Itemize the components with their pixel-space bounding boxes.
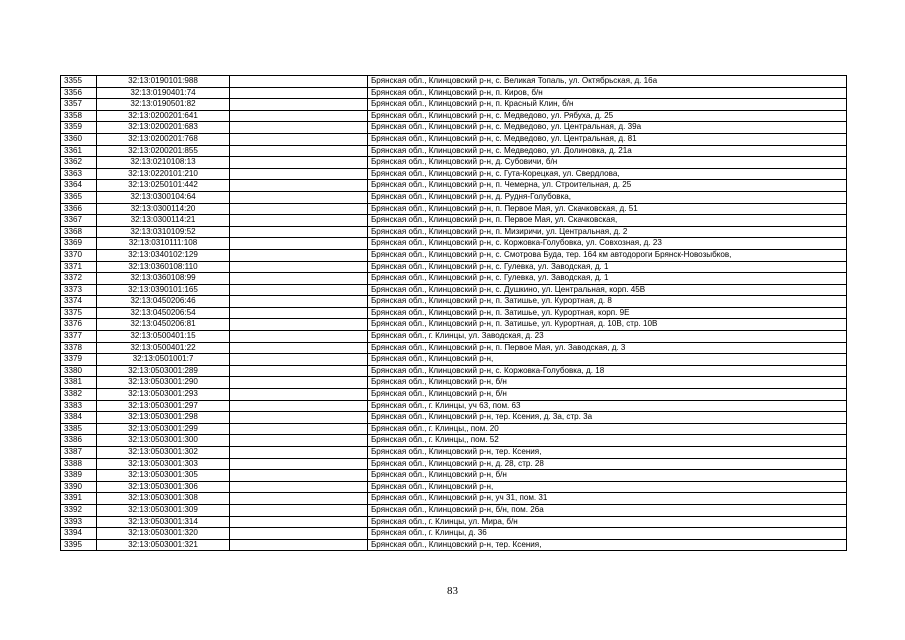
row-number-cell: 3371 [61,261,97,273]
table-row [61,273,847,285]
cadastral-number-cell: 32:13:0503001:305 [97,470,230,482]
address-cell: Брянская обл., Клинцовский р-н, б/н [368,389,847,401]
empty-cell [230,319,368,331]
cadastral-number-cell: 32:13:0390101:165 [97,284,230,296]
empty-cell [230,99,368,111]
empty-cell [230,481,368,493]
empty-cell [230,226,368,238]
table-row [61,307,847,319]
address-cell: Брянская обл., г. Клинцы, д. 36 [368,528,847,540]
address-cell: Брянская обл., Клинцовский р-н, с. Коржовка-Голубовка, ул. Совхозная, д. 23 [368,238,847,250]
cadastral-number-cell: 32:13:0250101:442 [97,180,230,192]
address-cell: Брянская обл., Клинцовский р-н, тер. Ксения, д. 3а, стр. 3а [368,412,847,424]
address-cell: Брянская обл., Клинцовский р-н, б/н [368,377,847,389]
cadastral-number-cell: 32:13:0220101:210 [97,168,230,180]
empty-cell [230,191,368,203]
empty-cell [230,354,368,366]
cadastral-number-cell: 32:13:0210108:13 [97,157,230,169]
table-row [61,481,847,493]
table-row [61,133,847,145]
table-row [61,215,847,227]
row-number-cell: 3377 [61,331,97,343]
address-cell: Брянская обл., г. Клинцы, ул. Заводская, д. 23 [368,331,847,343]
cadastral-number-cell: 32:13:0190101:988 [97,76,230,88]
table-row [61,203,847,215]
cadastral-number-cell: 32:13:0503001:298 [97,412,230,424]
table-row [61,400,847,412]
address-cell: Брянская обл., Клинцовский р-н, п. Красный Клин, б/н [368,99,847,111]
cadastral-number-cell: 32:13:0501001:7 [97,354,230,366]
cadastral-number-cell: 32:13:0200201:641 [97,110,230,122]
cadastral-number-cell: 32:13:0503001:303 [97,458,230,470]
cadastral-number-cell: 32:13:0310109:52 [97,226,230,238]
cadastral-number-cell: 32:13:0300104:64 [97,191,230,203]
empty-cell [230,447,368,459]
table-row [61,412,847,424]
empty-cell [230,458,368,470]
table-row [61,389,847,401]
address-cell: Брянская обл., Клинцовский р-н, с. Медведово, ул. Рябуха, д. 25 [368,110,847,122]
table-row [61,504,847,516]
row-number-cell: 3372 [61,273,97,285]
table-row [61,423,847,435]
address-cell: Брянская обл., Клинцовский р-н, тер. Ксения, [368,447,847,459]
table-row [61,516,847,528]
row-number-cell: 3388 [61,458,97,470]
row-number-cell: 3373 [61,284,97,296]
address-cell: Брянская обл., Клинцовский р-н, п. Мизиричи, ул. Центральная, д. 2 [368,226,847,238]
address-cell: Брянская обл., Клинцовский р-н, п. Затишье, ул. Курортная, д. 10В, стр. 10В [368,319,847,331]
cadastral-number-cell: 32:13:0200201:855 [97,145,230,157]
table-row [61,528,847,540]
table-row [61,493,847,505]
address-cell: Брянская обл., Клинцовский р-н, д. 28, стр. 28 [368,458,847,470]
empty-cell [230,493,368,505]
address-cell: Брянская обл., Клинцовский р-н, п. Киров, б/н [368,87,847,99]
table-row [61,539,847,551]
address-cell: Брянская обл., Клинцовский р-н, п. Затишье, ул. Курортная, д. 8 [368,296,847,308]
empty-cell [230,87,368,99]
table-row [61,180,847,192]
empty-cell [230,261,368,273]
empty-cell [230,377,368,389]
empty-cell [230,331,368,343]
cadastral-number-cell: 32:13:0300114:21 [97,215,230,227]
empty-cell [230,238,368,250]
table-row [61,284,847,296]
address-cell: Брянская обл., Клинцовский р-н, д. Рудня-Голубовка, [368,191,847,203]
table-row [61,145,847,157]
empty-cell [230,389,368,401]
table-row [61,342,847,354]
empty-cell [230,296,368,308]
row-number-cell: 3375 [61,307,97,319]
empty-cell [230,342,368,354]
address-cell: Брянская обл., Клинцовский р-н, [368,481,847,493]
cadastral-number-cell: 32:13:0503001:290 [97,377,230,389]
empty-cell [230,284,368,296]
empty-cell [230,249,368,261]
row-number-cell: 3385 [61,423,97,435]
table-row [61,470,847,482]
cadastral-number-cell: 32:13:0450206:46 [97,296,230,308]
row-number-cell: 3359 [61,122,97,134]
cadastral-number-cell: 32:13:0503001:299 [97,423,230,435]
empty-cell [230,412,368,424]
row-number-cell: 3355 [61,76,97,88]
address-cell: Брянская обл., г. Клинцы,, пом. 20 [368,423,847,435]
cadastral-number-cell: 32:13:0503001:300 [97,435,230,447]
address-cell: Брянская обл., г. Клинцы, ул. Мира, б/н [368,516,847,528]
empty-cell [230,539,368,551]
row-number-cell: 3387 [61,447,97,459]
cadastral-number-cell: 32:13:0500401:15 [97,331,230,343]
property-register-table [60,75,847,551]
row-number-cell: 3381 [61,377,97,389]
table-row [61,87,847,99]
cadastral-number-cell: 32:13:0310111:108 [97,238,230,250]
table-row [61,261,847,273]
empty-cell [230,76,368,88]
cadastral-number-cell: 32:13:0450206:81 [97,319,230,331]
table-row [61,157,847,169]
address-cell: Брянская обл., г. Клинцы,, пом. 52 [368,435,847,447]
row-number-cell: 3361 [61,145,97,157]
cadastral-number-cell: 32:13:0200201:683 [97,122,230,134]
cadastral-number-cell: 32:13:0503001:293 [97,389,230,401]
empty-cell [230,110,368,122]
row-number-cell: 3376 [61,319,97,331]
row-number-cell: 3386 [61,435,97,447]
table-row [61,435,847,447]
address-cell: Брянская обл., Клинцовский р-н, с. Гулевка, ул. Заводская, д. 1 [368,261,847,273]
row-number-cell: 3384 [61,412,97,424]
row-number-cell: 3364 [61,180,97,192]
cadastral-number-cell: 32:13:0503001:320 [97,528,230,540]
cadastral-number-cell: 32:13:0503001:308 [97,493,230,505]
row-number-cell: 3358 [61,110,97,122]
row-number-cell: 3360 [61,133,97,145]
cadastral-number-cell: 32:13:0190401:74 [97,87,230,99]
cadastral-number-cell: 32:13:0360108:110 [97,261,230,273]
cadastral-number-cell: 32:13:0200201:768 [97,133,230,145]
cadastral-number-cell: 32:13:0503001:302 [97,447,230,459]
empty-cell [230,203,368,215]
row-number-cell: 3393 [61,516,97,528]
row-number-cell: 3395 [61,539,97,551]
row-number-cell: 3380 [61,365,97,377]
cadastral-number-cell: 32:13:0503001:306 [97,481,230,493]
cadastral-number-cell: 32:13:0503001:309 [97,504,230,516]
table-row [61,331,847,343]
address-cell: Брянская обл., Клинцовский р-н, тер. Ксения, [368,539,847,551]
address-cell: Брянская обл., Клинцовский р-н, с. Гулевка, ул. Заводская, д. 1 [368,273,847,285]
row-number-cell: 3382 [61,389,97,401]
table-row [61,296,847,308]
table-row [61,249,847,261]
cadastral-number-cell: 32:13:0340102:129 [97,249,230,261]
row-number-cell: 3370 [61,249,97,261]
page-number: 83 [447,585,458,597]
register-table-body [61,76,847,551]
address-cell: Брянская обл., Клинцовский р-н, с. Великая Топаль, ул. Октябрьская, д. 16а [368,76,847,88]
empty-cell [230,133,368,145]
table-row [61,238,847,250]
address-cell: Брянская обл., Клинцовский р-н, с. Душкино, ул. Центральная, корп. 45В [368,284,847,296]
row-number-cell: 3362 [61,157,97,169]
cadastral-number-cell: 32:13:0503001:297 [97,400,230,412]
address-cell: Брянская обл., Клинцовский р-н, [368,354,847,366]
row-number-cell: 3374 [61,296,97,308]
cadastral-number-cell: 32:13:0190501:82 [97,99,230,111]
table-row [61,110,847,122]
row-number-cell: 3379 [61,354,97,366]
empty-cell [230,365,368,377]
row-number-cell: 3392 [61,504,97,516]
table-row [61,122,847,134]
empty-cell [230,400,368,412]
cadastral-number-cell: 32:13:0503001:314 [97,516,230,528]
empty-cell [230,180,368,192]
row-number-cell: 3383 [61,400,97,412]
table-row [61,447,847,459]
address-cell: Брянская обл., Клинцовский р-н, с. Медведово, ул. Долиновка, д. 21а [368,145,847,157]
address-cell: Брянская обл., Клинцовский р-н, с. Медведово, ул. Центральная, д. 81 [368,133,847,145]
cadastral-number-cell: 32:13:0300114:20 [97,203,230,215]
row-number-cell: 3357 [61,99,97,111]
row-number-cell: 3366 [61,203,97,215]
row-number-cell: 3365 [61,191,97,203]
address-cell: Брянская обл., Клинцовский р-н, с. Смотрова Буда, тер. 164 км автодороги Брянск-Новозыбков, [368,249,847,261]
table-row [61,226,847,238]
empty-cell [230,168,368,180]
row-number-cell: 3356 [61,87,97,99]
empty-cell [230,504,368,516]
cadastral-number-cell: 32:13:0360108:99 [97,273,230,285]
cadastral-number-cell: 32:13:0503001:289 [97,365,230,377]
address-cell: Брянская обл., Клинцовский р-н, д. Субовичи, б/н [368,157,847,169]
empty-cell [230,145,368,157]
empty-cell [230,307,368,319]
empty-cell [230,435,368,447]
row-number-cell: 3391 [61,493,97,505]
row-number-cell: 3394 [61,528,97,540]
row-number-cell: 3390 [61,481,97,493]
empty-cell [230,470,368,482]
empty-cell [230,273,368,285]
address-cell: Брянская обл., Клинцовский р-н, с. Коржовка-Голубовка, д. 18 [368,365,847,377]
empty-cell [230,528,368,540]
cadastral-number-cell: 32:13:0503001:321 [97,539,230,551]
table-row [61,377,847,389]
address-cell: Брянская обл., Клинцовский р-н, п. Первое Мая, ул. Скачковская, [368,215,847,227]
address-cell: Брянская обл., г. Клинцы, уч 63, пом. 63 [368,400,847,412]
empty-cell [230,423,368,435]
row-number-cell: 3363 [61,168,97,180]
table-row [61,319,847,331]
address-cell: Брянская обл., Клинцовский р-н, п. Затишье, ул. Курортная, корп. 9Е [368,307,847,319]
address-cell: Брянская обл., Клинцовский р-н, уч 31, пом. 31 [368,493,847,505]
empty-cell [230,157,368,169]
cadastral-number-cell: 32:13:0450206:54 [97,307,230,319]
empty-cell [230,215,368,227]
table-row [61,99,847,111]
table-row [61,168,847,180]
table-row [61,365,847,377]
address-cell: Брянская обл., Клинцовский р-н, п. Первое Мая, ул. Заводская, д. 3 [368,342,847,354]
row-number-cell: 3389 [61,470,97,482]
table-row [61,191,847,203]
address-cell: Брянская обл., Клинцовский р-н, б/н, пом. 26а [368,504,847,516]
table-row [61,354,847,366]
row-number-cell: 3367 [61,215,97,227]
row-number-cell: 3369 [61,238,97,250]
address-cell: Брянская обл., Клинцовский р-н, п. Чемерна, ул. Строительная, д. 25 [368,180,847,192]
cadastral-number-cell: 32:13:0500401:22 [97,342,230,354]
row-number-cell: 3378 [61,342,97,354]
address-cell: Брянская обл., Клинцовский р-н, п. Первое Мая, ул. Скачковская, д. 51 [368,203,847,215]
row-number-cell: 3368 [61,226,97,238]
table-row [61,458,847,470]
table-row [61,76,847,88]
empty-cell [230,122,368,134]
address-cell: Брянская обл., Клинцовский р-н, с. Медведово, ул. Центральная, д. 39а [368,122,847,134]
address-cell: Брянская обл., Клинцовский р-н, б/н [368,470,847,482]
empty-cell [230,516,368,528]
address-cell: Брянская обл., Клинцовский р-н, с. Гута-Корецкая, ул. Свердлова, [368,168,847,180]
